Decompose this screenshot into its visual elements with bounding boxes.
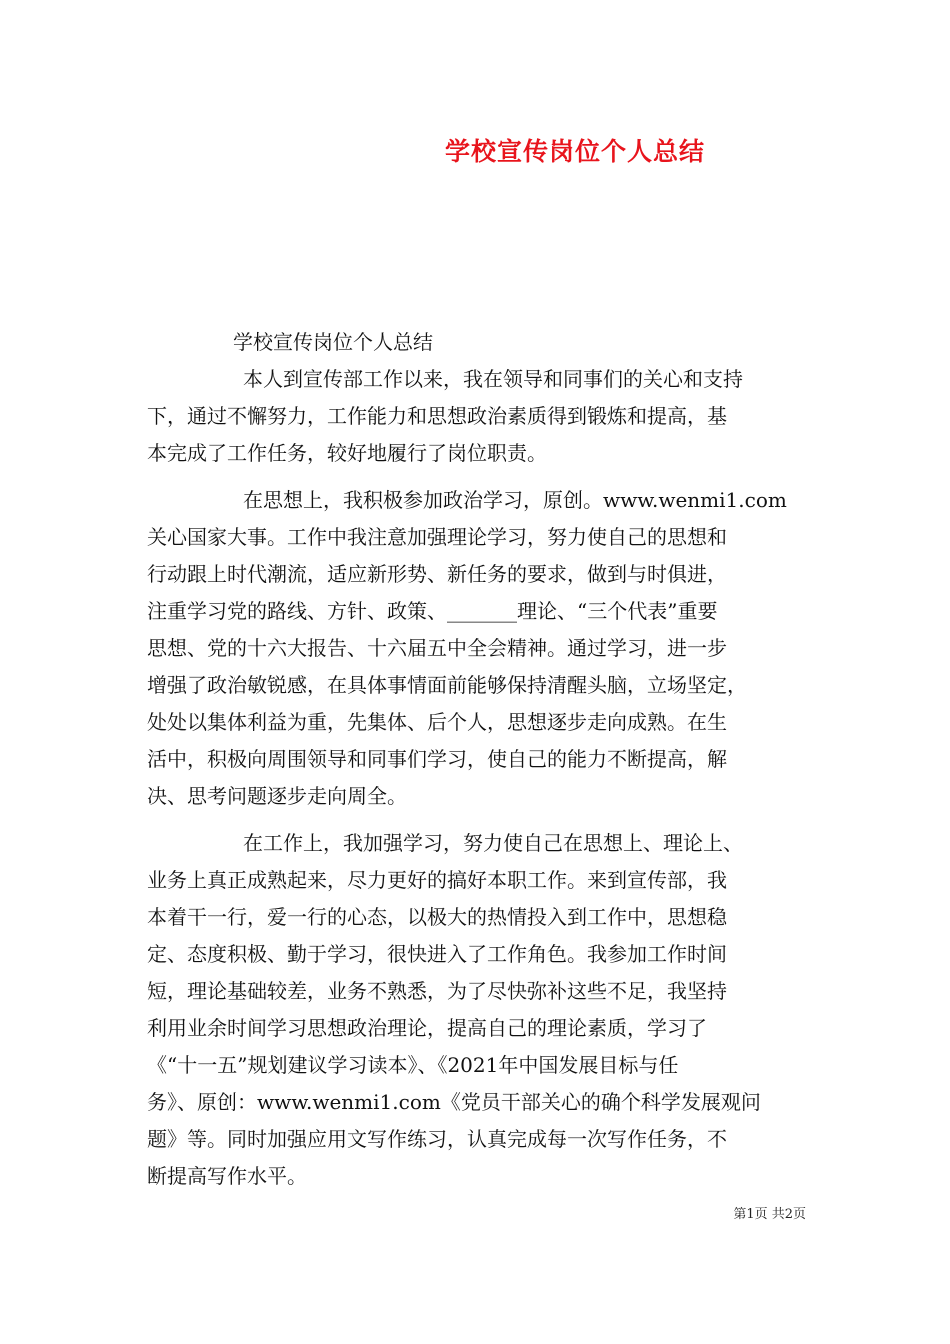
paragraph-line: 注重学习党的路线、方针、政策、_______理论、“三个代表”重要: [147, 599, 718, 623]
document-body: [147, 324, 827, 1205]
paragraph-line: 短，理论基础较差，业务不熟悉，为了尽快弥补这些不足，我坚持: [147, 979, 727, 1003]
paragraph-line: 本人到宣传部工作以来，我在领导和同事们的关心和支持: [243, 367, 743, 391]
page-number-footer: 第1页 共2页: [733, 1207, 806, 1222]
paragraph-3: [147, 825, 827, 1195]
paragraph-line: 在思想上，我积极参加政治学习，原创。www.wenmi1.com: [243, 488, 787, 512]
paragraph-line: 本着干一行，爱一行的心态，以极大的热情投入到工作中，思想稳: [147, 905, 727, 929]
paragraph-line: 断提高写作水平。: [147, 1164, 307, 1188]
paragraph-line: 业务上真正成熟起来，尽力更好的搞好本职工作。来到宣传部，我: [147, 868, 727, 892]
paragraph-line: 利用业余时间学习思想政治理论，提高自己的理论素质，学习了: [147, 1016, 707, 1040]
paragraph-line: 下，通过不懈努力，工作能力和思想政治素质得到锻炼和提高，基: [147, 404, 727, 428]
paragraph-1: [147, 361, 827, 472]
paragraph-line: 在工作上，我加强学习，努力使自己在思想上、理论上、: [243, 831, 743, 855]
paragraph-line: 行动跟上时代潮流，适应新形势、新任务的要求，做到与时俱进，: [147, 562, 727, 586]
paragraph-line: 活中，积极向周围领导和同事们学习，使自己的能力不断提高，解: [147, 747, 727, 771]
paragraph-line: 务》、原创：www.wenmi1.com《党员干部关心的确个科学发展观问: [147, 1090, 761, 1114]
paragraph-line: 处处以集体利益为重，先集体、后个人，思想逐步走向成熟。在生: [147, 710, 727, 734]
paragraph-line: 本完成了工作任务，较好地履行了岗位职责。: [147, 441, 547, 465]
document-title: 学校宣传岗位个人总结: [444, 137, 705, 166]
paragraph-line: 题》等。同时加强应用文写作练习，认真完成每一次写作任务，不: [147, 1127, 727, 1151]
paragraph-line: 《“十一五”规划建议学习读本》、《2021年中国发展目标与任: [147, 1053, 679, 1077]
document-subtitle: 学校宣传岗位个人总结: [233, 330, 433, 354]
paragraph-line: 定、态度积极、勤于学习，很快进入了工作角色。我参加工作时间: [147, 942, 727, 966]
paragraph-line: 关心国家大事。工作中我注意加强理论学习，努力使自己的思想和: [147, 525, 727, 549]
paragraph-2: [147, 482, 827, 815]
paragraph-line: 增强了政治敏锐感，在具体事情面前能够保持清醒头脑，立场坚定，: [147, 673, 747, 697]
paragraph-line: 决、思考问题逐步走向周全。: [147, 784, 407, 808]
paragraph-line: 思想、党的十六大报告、十六届五中全会精神。通过学习，进一步: [147, 636, 727, 660]
